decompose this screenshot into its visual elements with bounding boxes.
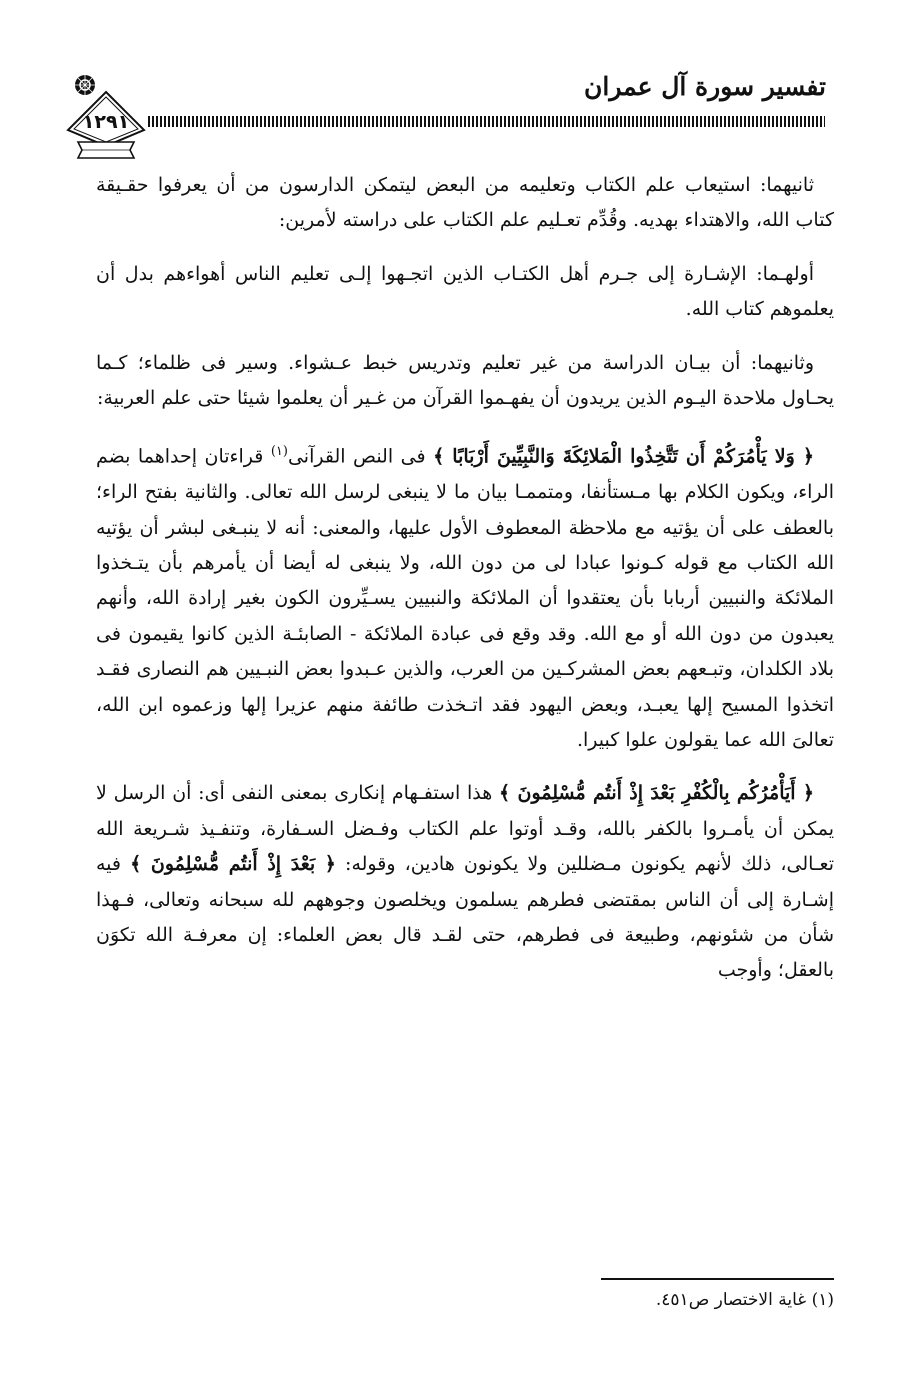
body-text (96, 168, 834, 989)
paragraph-5-continuation: فيه إشـارة إلى أن الناس بمقتضى فطرهم يسلمون ويخلصون وجوههم لله سبحانه وتعالى، فـهذا شأن من شئونهم، وطبيعة فى فطرهم، حتى لقـد قال بعض العلماء: إن معرفـة الله تكوَن بالعقل؛ وأوجب (96, 853, 834, 982)
paragraph-3: وثانيهما: أن بيـان الدراسة من غير تعليم وتدريس خبط عـشواء. وسير فى ظلماء؛ كـما يحـاول ملاحدة اليـوم الذين يريدون أن يفهـموا القرآن من غـير أن يعلموا شيئا حتى علم العربية: (96, 351, 834, 410)
footnote-rule (601, 1278, 834, 1280)
quran-verse: ﴿ وَلا يَأْمُرَكُمْ أَن تَتَّخِذُوا الْمَلائِكَةَ وَالنَّبِيِّينَ أَرْبَابًا ﴾ (433, 445, 814, 468)
paragraph-4-text: قراءتان إحداهما بضم الراء، ويكون الكلام بها مـستأنفا، ومتممـا بيان ما لا ينبغى لرسل الله تعالى. والثانية بفتح الراء؛ بالعطف على أن يؤتيه مع ملاحظة المعطوف الأول عليها، والمعنى: أنه لا ينبـغى لبشر أن يؤتيه الله الكتاب مع قوله كـونوا عبادا لى من دون الله، ولا ينبغى له أيضا أن يأمرهم بأن يتـخذوا الملائكة والنبيين أربابا بأن يعتقدوا أن الملائكة والنبيين يسـيِّرون الكون بغير إرادة الله، وأنهم يعبدون من دون الله أو مع الله. وقد وقع فى عبادة الملائكة - الصابئـة الذين كانوا يقيمون فى بلاد الكلدان، وتبـعهم بعض المشركـين من العرب، والذين عـبدوا بعض النبـيين هم النصارى فقـد اتخذوا المسيح إلها يعبـد، وبعض اليهود فقد اتـخذت طائفة منهم عزيرا إلها وزعموه ابن الله، تعالىَ الله عما يقولون علوا كبيرا. (96, 445, 834, 752)
quran-verse: ﴿ بَعْدَ إِذْ أَنتُم مُّسْلِمُونَ ﴾ (130, 853, 336, 876)
footnote: (١) غاية الاختصار ص٤٥١. (655, 1290, 834, 1310)
footnote-reference: (١) (270, 444, 288, 460)
paragraph-5-text: هذا استفـهام إنكارى بمعنى النفى أى: أن الرسل لا يمكن أن يأمـروا بالكفر بالله، وقـد أوتوا علم الكتاب وفـضل السـفارة، وتنفـيذ شـريعة الله تعـالى، ذلك لأنهم يكونون مـضللين ولا يكونون هادين، وقوله: (96, 782, 834, 876)
header-rule (148, 116, 825, 127)
paragraph-2: أولهـما: الإشـارة إلى جـرم أهل الكتـاب الذين اتجـهوا إلـى تعليم الناس أهواءهم بدل أن يعلموهم كتاب الله. (96, 262, 834, 321)
page-number: ١٢٩١ (82, 111, 130, 133)
paragraph-4-lead: فى النص القرآنى (287, 445, 434, 468)
paragraph-1: ثانيهما: استيعاب علم الكتاب وتعليمه من البعض ليتمكن الدارسون من أن يعرفوا حقـيقة كتاب الله، والاهتداء بهديه. وقُدِّم تعـليم علم الكتاب على دراسته لأمرين: (96, 174, 834, 232)
paragraph-4 (96, 434, 834, 758)
quran-verse: ﴿ أَيَأْمُرُكُم بِالْكُفْرِ بَعْدَ إِذْ أَنتُم مُّسْلِمُونَ ﴾ (499, 782, 815, 805)
paragraph-5 (96, 776, 834, 988)
running-header-title: تفسير سورة آل عمران (584, 72, 826, 101)
